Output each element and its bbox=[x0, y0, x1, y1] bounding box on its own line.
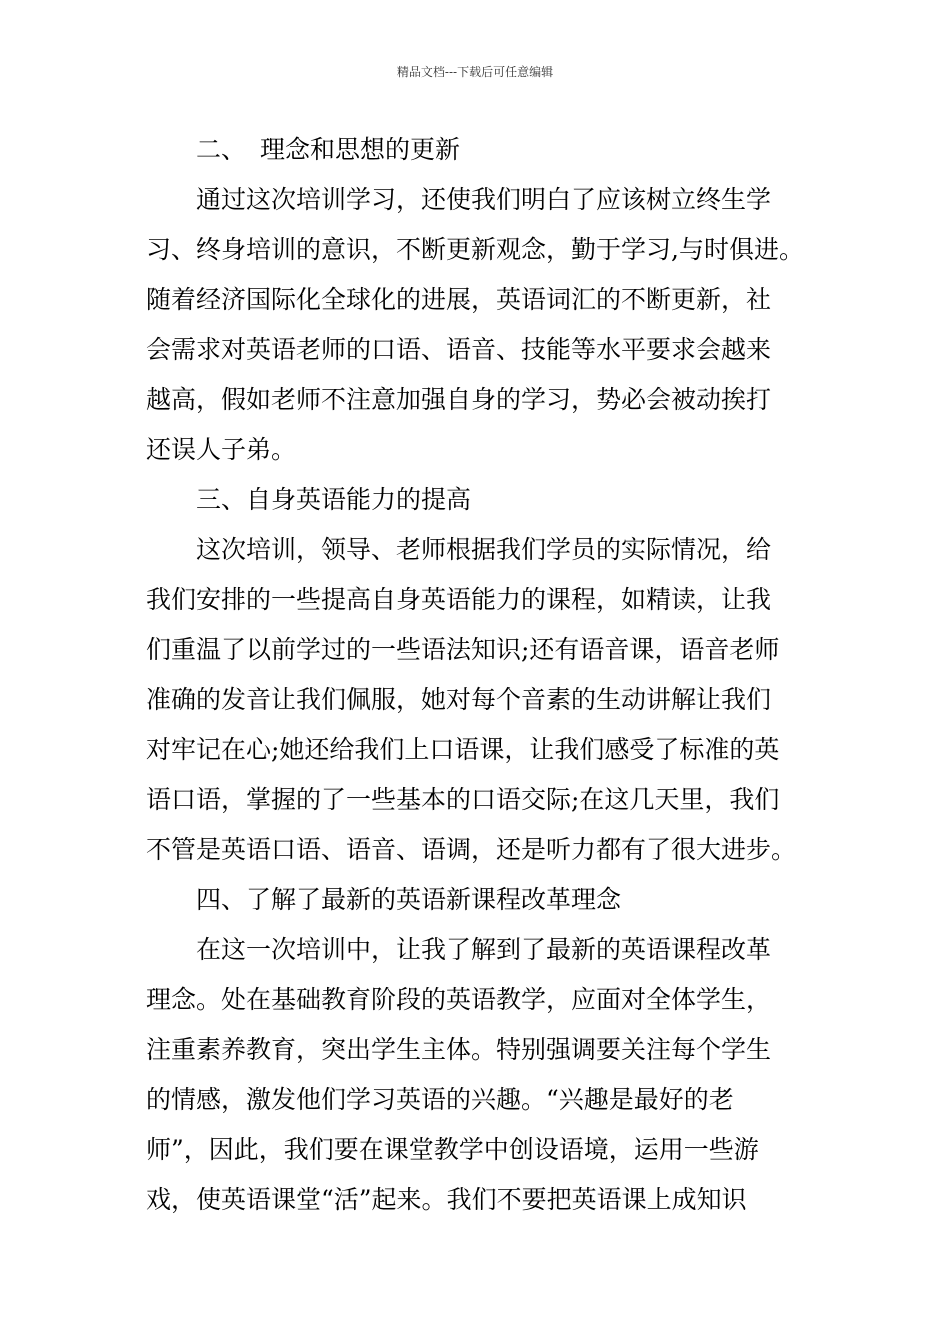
paragraph-line: 在这一次培训中，让我了解到了最新的英语课程改革 bbox=[196, 935, 772, 964]
paragraph-line: 理念。处在基础教育阶段的英语教学，应面对全体学生， bbox=[146, 985, 772, 1014]
paragraph-line: 通过这次培训学习，还使我们明白了应该树立终生学 bbox=[196, 185, 772, 214]
paragraph-line: 越高，假如老师不注意加强自身的学习，势必会被动挨打 bbox=[146, 385, 772, 414]
paragraph-line: 习、终身培训的意识，不断更新观念，勤于学习,与时俱进。 bbox=[146, 235, 804, 264]
section-heading bbox=[146, 125, 810, 175]
paragraph-line: 们重温了以前学过的一些语法知识;还有语音课，语音老师 bbox=[146, 635, 780, 664]
page-header: 精品文档---下载后可任意编辑 bbox=[396, 65, 554, 79]
paragraph-line: 还误人子弟。 bbox=[146, 435, 297, 464]
section-heading: 四、了解了最新的英语新课程改革理念 bbox=[196, 885, 622, 914]
paragraph-line: 的情感，激发他们学习英语的兴趣。“兴趣是最好的老 bbox=[146, 1085, 734, 1114]
section-heading: 三、自身英语能力的提高 bbox=[196, 485, 472, 514]
paragraph-line: 会需求对英语老师的口语、语音、技能等水平要求会越来 bbox=[146, 335, 772, 364]
paragraph-line: 语口语，掌握的了一些基本的口语交际;在这几天里，我们 bbox=[146, 785, 780, 814]
document-body bbox=[146, 125, 810, 1225]
paragraph-line: 不管是英语口语、语音、语调，还是听力都有了很大进步。 bbox=[146, 835, 797, 864]
paragraph-line: 准确的发音让我们佩服，她对每个音素的生动讲解让我们 bbox=[146, 685, 772, 714]
paragraph-line: 对牢记在心;她还给我们上口语课，让我们感受了标准的英 bbox=[146, 735, 780, 764]
section-title: 理念和思想的更新 bbox=[260, 135, 461, 164]
paragraph-line: 师”，因此，我们要在课堂教学中创设语境，运用一些游 bbox=[146, 1135, 759, 1164]
paragraph-line: 戏，使英语课堂“活”起来。我们不要把英语课上成知识 bbox=[146, 1185, 747, 1214]
paragraph-line: 注重素养教育，突出学生主体。特别强调要关注每个学生 bbox=[146, 1035, 772, 1064]
paragraph-line: 随着经济国际化全球化的进展，英语词汇的不断更新，社 bbox=[146, 285, 772, 314]
section-number: 二、 bbox=[196, 135, 247, 164]
paragraph-line: 这次培训，领导、老师根据我们学员的实际情况，给 bbox=[196, 535, 772, 564]
paragraph-line: 我们安排的一些提高自身英语能力的课程，如精读，让我 bbox=[146, 585, 772, 614]
